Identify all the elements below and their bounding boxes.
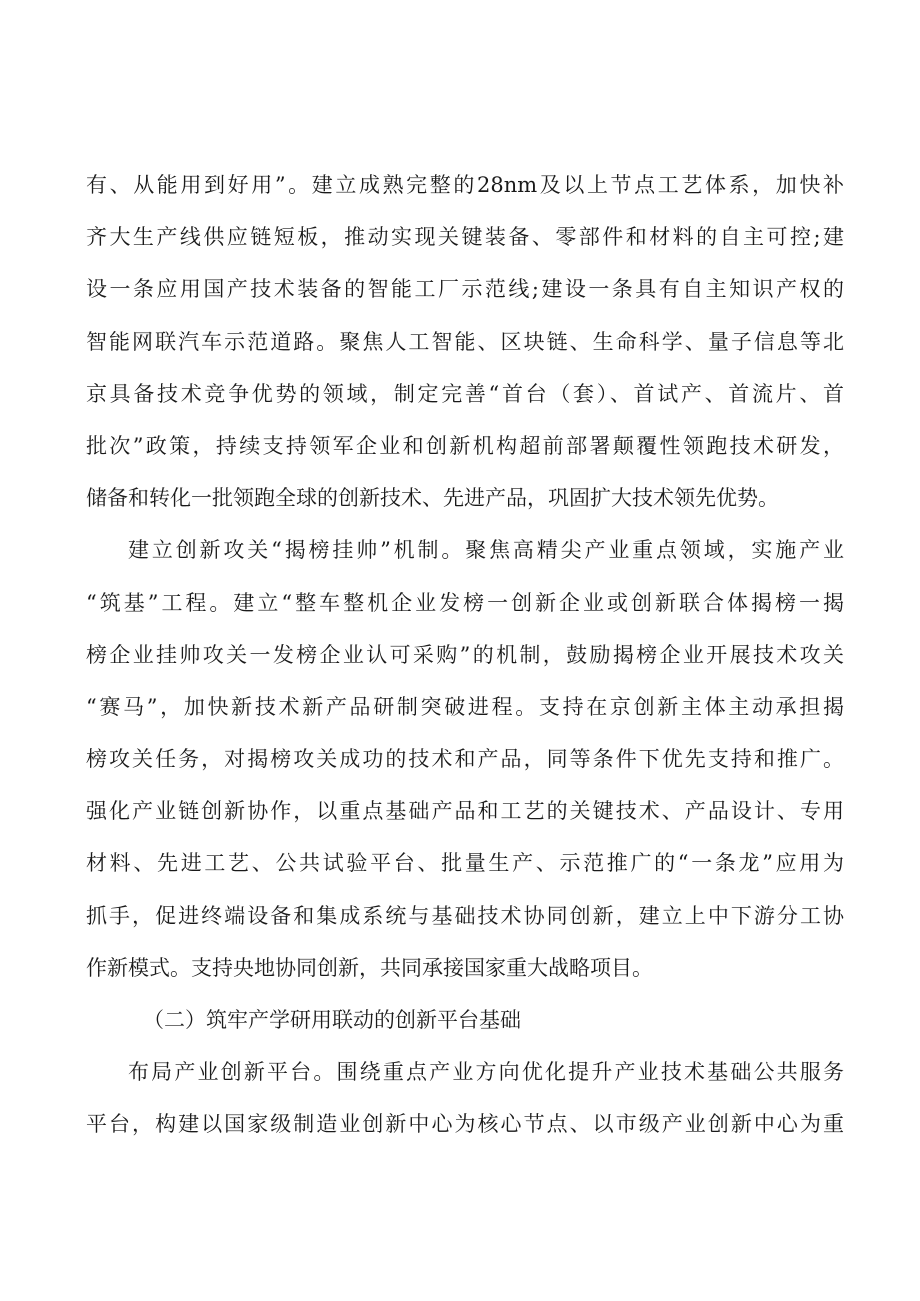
paragraph-2 [86, 524, 844, 994]
text-line: 作新模式。支持央地协同创新，共同承接国家重大战略项目。 [86, 955, 653, 980]
text-line: 有、从能用到好用”。建立成熟完整的28nm及以上节点工艺体系，加快补 [86, 173, 844, 197]
paragraph-1 [86, 159, 844, 524]
text-line: 榜企业挂帅攻关一发榜企业认可采购”的机制，鼓励揭榜企业开展技术攻关 [86, 642, 844, 667]
text-line: 批次”政策，持续支持领军企业和创新机构超前部署颠覆性领跑技术研发， [86, 433, 844, 458]
text-line: “筑基”工程。建立“整车整机企业发榜一创新企业或创新联合体揭榜一揭 [86, 590, 844, 615]
text-line: 材料、先进工艺、公共试验平台、批量生产、示范推广的“一条龙”应用为 [86, 851, 844, 876]
section-heading [86, 994, 844, 1046]
document-body [86, 159, 844, 1151]
text-line: 京具备技术竞争优势的领域，制定完善“首台（套）、首试产、首流片、首 [86, 381, 844, 406]
text-line: 榜攻关任务，对揭榜攻关成功的技术和产品，同等条件下优先支持和推广。 [86, 747, 844, 772]
text-line: 设一条应用国产技术装备的智能工厂示范线;建设一条具有自主知识产权的 [86, 277, 844, 302]
text-line: 齐大生产线供应链短板，推动实现关键装备、零部件和材料的自主可控;建 [86, 225, 844, 250]
paragraph-3 [86, 1046, 844, 1150]
text-line: “赛马”，加快新技术新产品研制突破进程。支持在京创新主体主动承担揭 [86, 694, 844, 719]
text-line: 抓手，促进终端设备和集成系统与基础技术协同创新，建立上中下游分工协 [86, 903, 844, 928]
text-line: 平台，构建以国家级制造业创新中心为核心节点、以市级产业创新中心为重 [86, 1112, 844, 1137]
text-line: 布局产业创新平台。围绕重点产业方向优化提升产业技术基础公共服务 [128, 1060, 844, 1085]
text-line: 储备和转化一批领跑全球的创新技术、先进产品，巩固扩大技术领先优势。 [86, 486, 779, 511]
text-line: 强化产业链创新协作，以重点基础产品和工艺的关键技术、产品设计、专用 [86, 799, 844, 824]
text-line: 智能网联汽车示范道路。聚焦人工智能、区块链、生命科学、量子信息等北 [86, 329, 844, 354]
section-heading-text: （二）筑牢产学研用联动的创新平台基础 [143, 1008, 521, 1032]
text-line: 建立创新攻关“揭榜挂帅”机制。聚焦高精尖产业重点领域，实施产业 [128, 538, 844, 563]
